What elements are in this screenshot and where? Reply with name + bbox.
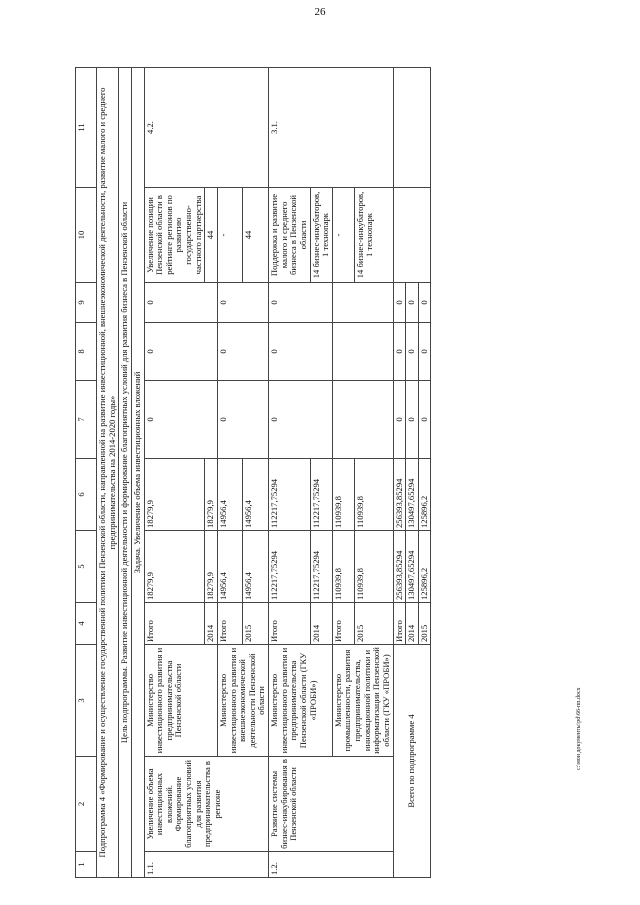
value-cell: 14956,4	[243, 459, 269, 531]
year-cell: Итого	[332, 603, 354, 645]
total-label: Всего по подпрограмме 4	[393, 645, 431, 878]
value-cell: 110939,8	[354, 531, 393, 603]
reference: 3.1.	[269, 68, 394, 188]
value-cell: 112217,75294	[310, 531, 332, 603]
value-cell: 18279,9	[144, 531, 205, 603]
table-row	[217, 68, 243, 878]
year-cell: Итого	[144, 603, 205, 645]
indicator-value: 14 бизнес-инкубаторов, 1 технопарк	[310, 188, 332, 283]
col-header: 11	[76, 68, 97, 188]
indicator: Поддержка и развитие малого и среднего бизнеса в Пензенской области	[269, 188, 311, 283]
indicator-value: -	[332, 188, 354, 283]
year-cell: 2014	[406, 603, 419, 645]
col-header: 9	[76, 283, 97, 323]
year-cell: 2015	[354, 603, 393, 645]
value-cell: 130497,65294	[406, 459, 419, 531]
value-cell: 0	[418, 283, 431, 323]
col-header: 7	[76, 381, 97, 459]
value-cell: 0	[406, 381, 419, 459]
year-cell: 2014	[205, 603, 218, 645]
value-cell: 0	[393, 323, 406, 381]
value-cell: 0	[393, 381, 406, 459]
value-cell: 18279,9	[144, 459, 205, 531]
year-cell: Итого	[269, 603, 311, 645]
indicator: Увеличение позиции Пензенской области в рейтинге регионов по развитию государственно-частного партнерства	[144, 188, 205, 283]
col-header: 10	[76, 188, 97, 283]
subprogram-table	[75, 67, 431, 878]
footer-path: c:\мои документы\pd\66-пп.docx	[576, 687, 582, 770]
footer-path-wrap	[576, 687, 600, 776]
value-cell: 0	[144, 283, 217, 323]
value-cell: 0	[406, 323, 419, 381]
value-cell: 0	[144, 381, 217, 459]
value-cell: 0	[269, 283, 333, 323]
value-cell: 0	[406, 283, 419, 323]
row-number: 1.1.	[144, 852, 269, 878]
value-cell: 0	[418, 323, 431, 381]
col-header: 2	[76, 757, 97, 852]
col-header: 8	[76, 323, 97, 381]
value-cell: 256393,85294	[393, 459, 406, 531]
value-cell: 0	[393, 283, 406, 323]
rotated-table-container	[75, 68, 608, 878]
value-cell: 110939,8	[332, 459, 354, 531]
value-cell: 14956,4	[243, 531, 269, 603]
indicator-value: 44	[205, 188, 218, 283]
col-header: 6	[76, 459, 97, 531]
value-cell: 0	[217, 283, 268, 323]
value-cell: 110939,8	[354, 459, 393, 531]
year-cell: 2015	[243, 603, 269, 645]
value-cell: 125896,2	[418, 531, 431, 603]
value-cell: 112217,75294	[269, 459, 311, 531]
value-cell: 0	[144, 323, 217, 381]
year-cell: 2014	[310, 603, 332, 645]
subprogram-task: Задача. Увеличение объема инвестиционных вложений	[131, 68, 144, 878]
col-header: 1	[76, 852, 97, 878]
row-number: 1.2.	[269, 852, 394, 878]
value-cell: 125896,2	[418, 459, 431, 531]
value-cell: 0	[217, 381, 268, 459]
header-row	[76, 68, 97, 878]
value-cell: 112217,75294	[310, 459, 332, 531]
year-cell: Итого	[393, 603, 406, 645]
year-cell: Итого	[217, 603, 243, 645]
indicator-value: -	[217, 188, 243, 283]
subprogram-title: Подпрограмма 4 «Формирование и осуществление государственной политики Пензенской области, направленной на развитие инвестиционной, внешнеэкономической деятельности, развитие малого и среднего предпринимательства на 2014-2020 годы»	[97, 68, 119, 878]
value-cell: 18279,9	[205, 459, 218, 531]
value-cell: 18279,9	[205, 531, 218, 603]
value-cell: 256393,85294	[393, 531, 406, 603]
col-header: 4	[76, 603, 97, 645]
table-row	[269, 68, 311, 878]
value-cell: 14956,4	[217, 459, 243, 531]
table-row	[332, 68, 354, 878]
value-cell: 0	[217, 323, 268, 381]
reference: 4.2.	[144, 68, 269, 188]
col-header: 5	[76, 531, 97, 603]
indicator-value: 14 бизнес-инкубаторов, 1 технопарк	[354, 188, 393, 283]
year-cell: 2015	[418, 603, 431, 645]
value-cell: 0	[269, 381, 333, 459]
executor: Министерство инвестиционного развития и внешнеэкономической деятельности Пензенской области	[217, 645, 268, 757]
measure-name: Увеличение объема инвестиционных вложений. Формирование благоприятных условий для развития предпринимательства в регионе	[144, 757, 269, 852]
executor: Министерство инвестиционного развития и предпринимательства Пензенской области (ГКУ «ПРОБИ»)	[269, 645, 333, 757]
subprogram-goal: Цель подпрограммы. Развитие инвестиционной деятельности и формирование благоприятных условий для развития бизнеса в Пензенской области	[119, 68, 132, 878]
executor: Министерство промышленности, развития предпринимательства, инновационной политики и информатизации Пензенской области (ГКУ «ПРОБИ»)	[332, 645, 393, 757]
page-number: 26	[314, 6, 326, 18]
measure-name: Развитие системы бизнес-инкубирования в Пензенской области	[269, 757, 394, 852]
total-row	[393, 68, 406, 878]
col-header: 3	[76, 645, 97, 757]
value-cell: 14956,4	[217, 531, 243, 603]
value-cell: 130497,65294	[406, 531, 419, 603]
value-cell: 0	[418, 381, 431, 459]
value-cell: 0	[269, 323, 333, 381]
indicator-value: 44	[243, 188, 269, 283]
value-cell: 112217,75294	[269, 531, 311, 603]
executor: Министерство инвестиционного развития и предпринимательства Пензенской области	[144, 645, 217, 757]
table-row	[144, 68, 205, 878]
value-cell: 110939,8	[332, 531, 354, 603]
